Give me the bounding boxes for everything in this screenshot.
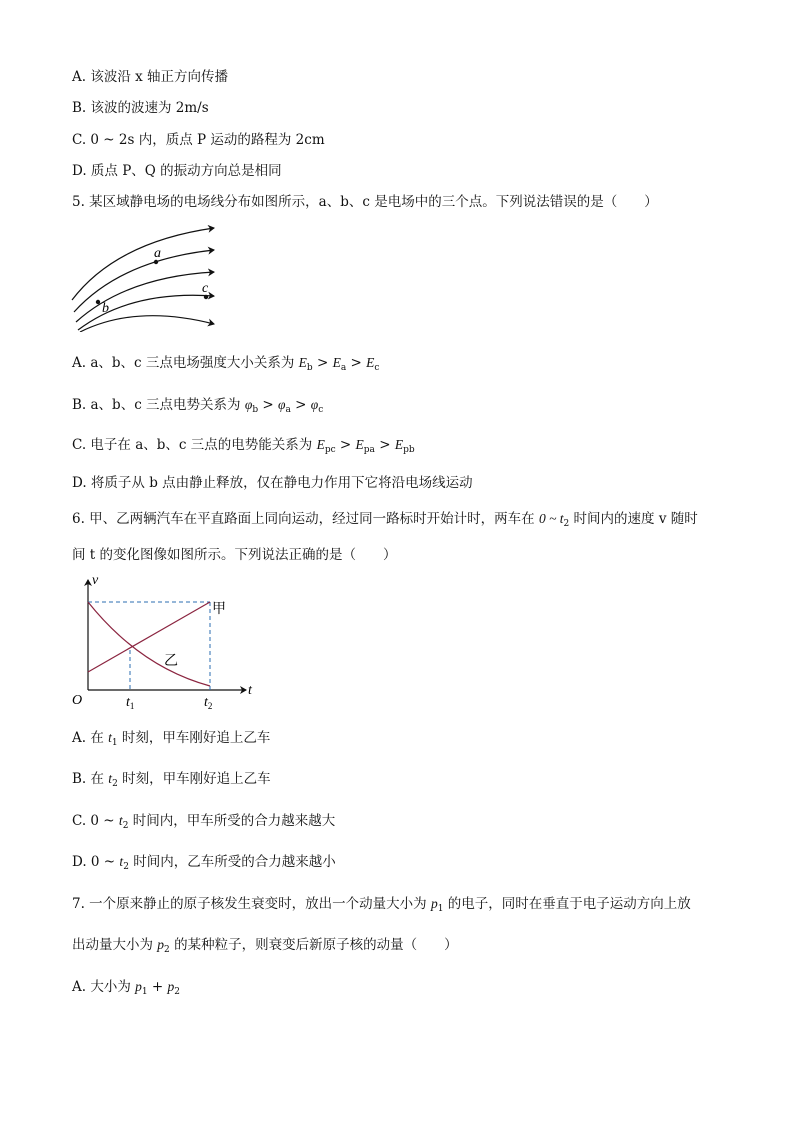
point-b	[96, 300, 100, 304]
q5-option-b: B. a、b、c 三点电势关系为 $\varphi_b > \varphi_a > \varphi_c$	[72, 397, 324, 415]
q7-stem-line2: 出动量大小为 $p_2$ 的某种粒子，则衰变后新原子核的动量（ ）	[72, 937, 458, 955]
label-c: c	[202, 281, 209, 296]
q6-option-c: C. 0 ~ $t_2$ 时间内，甲车所受的合力越来越大	[72, 813, 336, 831]
jia-label: 甲	[212, 602, 226, 617]
q5-option-c: C. 电子在 a、b、c 三点的电势能关系为 $E_{pc} > E_{pa} > E_{pb}$	[72, 437, 415, 455]
q5-stem: 5. 某区域静电场的电场线分布如图所示，a、b、c 是电场中的三个点。下列说法错误的是（ ）	[72, 194, 658, 210]
label-a: a	[154, 246, 161, 261]
field-line	[76, 272, 214, 322]
q4-option-a: A. 该波沿 x 轴正方向传播	[72, 69, 229, 85]
velocity-time-graph	[70, 572, 270, 712]
t1-label: $t_1$	[126, 695, 135, 711]
field-line	[74, 250, 214, 312]
t-label: t	[248, 683, 252, 698]
q6-option-d: D. 0 ~ $t_2$ 时间内，乙车所受的合力越来越小	[72, 854, 336, 872]
label-b: b	[102, 301, 109, 316]
q7-stem-line1: 7. 一个原来静止的原子核发生衰变时，放出一个动量大小为 $p_1$ 的电子，同时在垂直于电子运动方向上放	[72, 896, 691, 914]
q7-option-a: A. 大小为 $p_1 + p_2$	[72, 979, 180, 997]
q6-option-a: A. 在 $t_1$ 时刻，甲车刚好追上乙车	[72, 730, 271, 748]
line-jia	[88, 602, 210, 672]
v-label: v	[92, 573, 99, 588]
q6-stem-line1: 6. 甲、乙两辆汽车在平直路面上同向运动，经过同一路标时开始计时，两车在 0 ~ $t_2$ 时间内的速度 v 随时	[72, 511, 698, 529]
q4-option-d: D. 质点 P、Q 的振动方向总是相同	[72, 163, 282, 179]
q4-option-c: C. 0 ~ 2s 内，质点 P 运动的路程为 2cm	[72, 132, 325, 148]
q6-stem-line2: 间 t 的变化图像如图所示。下列说法正确的是（ ）	[72, 547, 397, 563]
electric-field-figure	[66, 222, 226, 332]
field-line	[72, 228, 214, 300]
field-line	[80, 316, 214, 332]
yi-label: 乙	[164, 654, 178, 669]
q6-option-b: B. 在 $t_2$ 时刻，甲车刚好追上乙车	[72, 771, 271, 789]
t2-label: $t_2$	[204, 695, 213, 711]
q5-option-a: A. a、b、c 三点电场强度大小关系为 $E_b > E_a > E_c$	[72, 355, 380, 373]
origin-label: O	[72, 693, 83, 708]
curve-yi	[88, 602, 210, 686]
q5-option-d: D. 将质子从 b 点由静止释放，仅在静电力作用下它将沿电场线运动	[72, 475, 473, 491]
q4-option-b: B. 该波的波速为 2m/s	[72, 100, 209, 116]
